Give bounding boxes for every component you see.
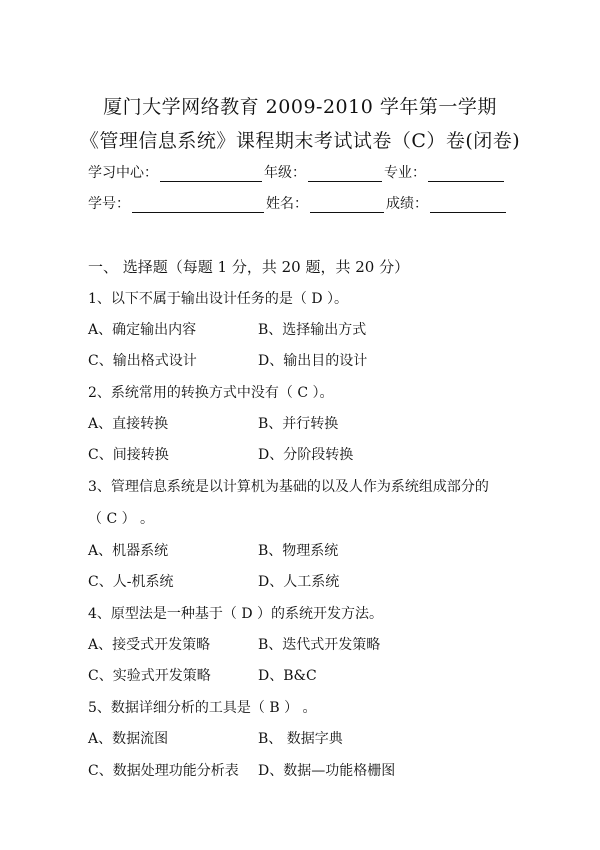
exam-title-line2: 《管理信息系统》课程期末考试试卷（C）卷(闭卷) (79, 130, 521, 152)
info-row-2 (88, 191, 518, 213)
q5-option-d: D、数据—功能格栅图 (258, 763, 396, 779)
score-label: 成绩： (386, 196, 428, 212)
question-2: 2、系统常用的转换方式中没有（ C ）。 (88, 385, 334, 401)
q1-option-a: A、确定输出内容 (88, 322, 197, 338)
question-3-continued: （ C ） 。 (88, 511, 155, 527)
q3-option-b: B、物理系统 (258, 543, 339, 559)
q5-option-b: B、 数据字典 (258, 731, 343, 747)
q1-option-d: D、输出目的设计 (258, 353, 368, 369)
question-5: 5、数据详细分析的工具是（ B ） 。 (88, 700, 317, 716)
q4-option-a: A、接受式开发策略 (88, 637, 211, 653)
q2-option-d: D、分阶段转换 (258, 447, 354, 463)
q4-option-b: B、迭代式开发策略 (258, 637, 381, 653)
q2-option-c: C、间接转换 (88, 447, 169, 463)
student-id-label: 学号： (88, 196, 130, 212)
q2-option-a: A、直接转换 (88, 416, 169, 432)
q5-option-c: C、数据处理功能分析表 (88, 763, 239, 779)
q4-option-c: C、实验式开发策略 (88, 668, 211, 684)
major-label: 专业： (384, 165, 426, 181)
q3-option-a: A、机器系统 (88, 543, 169, 559)
q1-option-b: B、选择输出方式 (258, 322, 367, 338)
q5-option-a: A、数据流图 (88, 731, 169, 747)
q2-option-b: B、并行转换 (258, 416, 339, 432)
q1-option-c: C、输出格式设计 (88, 353, 197, 369)
info-row-1 (88, 160, 518, 182)
section-heading: 一、 选择题（每题 1 分，共 20 题，共 20 分） (88, 258, 410, 276)
name-label: 姓名： (266, 196, 308, 212)
q3-option-c: C、人-机系统 (88, 574, 174, 590)
name-field[interactable] (310, 196, 384, 213)
student-id-field[interactable] (132, 196, 264, 213)
grade-field[interactable] (308, 165, 382, 182)
question-4: 4、原型法是一种基于（ D ）的系统开发方法。 (88, 606, 384, 622)
learning-center-field[interactable] (160, 165, 262, 182)
question-1: 1、以下不属于输出设计任务的是（ D ）。 (88, 291, 349, 307)
major-field[interactable] (428, 165, 504, 182)
q3-option-d: D、人工系统 (258, 574, 340, 590)
exam-title-line1: 厦门大学网络教育 2009-2010 学年第一学期 (103, 96, 497, 118)
learning-center-label: 学习中心： (88, 165, 158, 181)
question-3: 3、管理信息系统是以计算机为基础的以及人作为系统组成部分的 (88, 479, 489, 495)
q4-option-d: D、B&C (258, 668, 317, 684)
score-field[interactable] (430, 196, 506, 213)
grade-label: 年级： (264, 165, 306, 181)
